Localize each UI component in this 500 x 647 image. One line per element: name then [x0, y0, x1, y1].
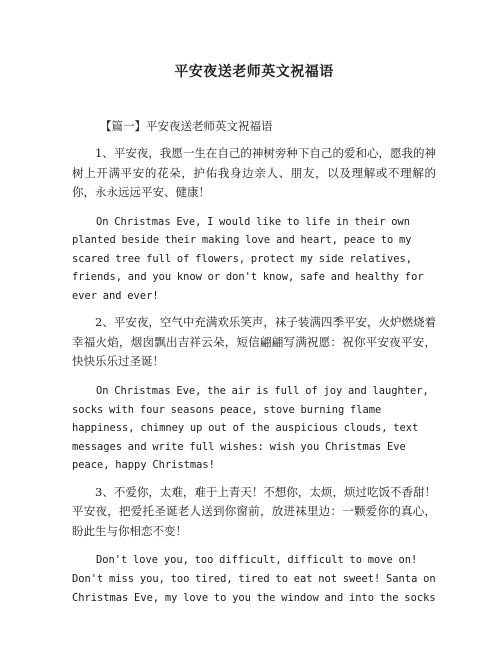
- paragraph-cn-3: 3、不爱你，太难，难于上青天！不想你，太烦，烦过吃饭不香甜！平安夜，把爱托圣诞老人送到你窗前，放进袜里边：一颗爱你的真心，盼此生与你相恋不变！: [72, 484, 436, 538]
- paragraph-en-3: Don't love you, too difficult, difficult to move on! Don't miss you, too tired, tired to eat not sweet! Santa on Christmas Eve, my love to you the window and into the socks: [72, 554, 436, 604]
- paragraph-cn-2: 2、平安夜，空气中充满欢乐笑声，袜子装满四季平安，火炉燃烧着幸福火焰，烟囱飘出吉祥云朵，短信翩翩写满祝愿：祝你平安夜平安，快快乐乐过圣诞！: [72, 315, 436, 369]
- paragraph-cn-1: 1、平安夜，我愿一生在自己的神树旁种下自己的爱和心，愿我的神树上开满平安的花朵，护佑我身边亲人、朋友，以及理解或不理解的你，永永远远平安、健康！: [72, 146, 436, 199]
- paragraph-en-1: On Christmas Eve, I would like to life in their own planted beside their making love and heart, peace to my scared tree full of flowers, protect my side relatives, friends, and you know or don't know, safe and healthy for ever and ever!: [72, 215, 424, 302]
- paragraph-en-2: On Christmas Eve, the air is full of joy and laughter, socks with four seasons peace, stove burning flame happiness, chimney up out of the auspicious clouds, text messages and write full wishes: wish you Christmas Eve peace, happy Christmas!: [72, 384, 429, 472]
- section-heading: 【篇一】平安夜送老师英文祝福语: [100, 119, 273, 133]
- page-title: 平安夜送老师英文祝福语: [174, 64, 334, 80]
